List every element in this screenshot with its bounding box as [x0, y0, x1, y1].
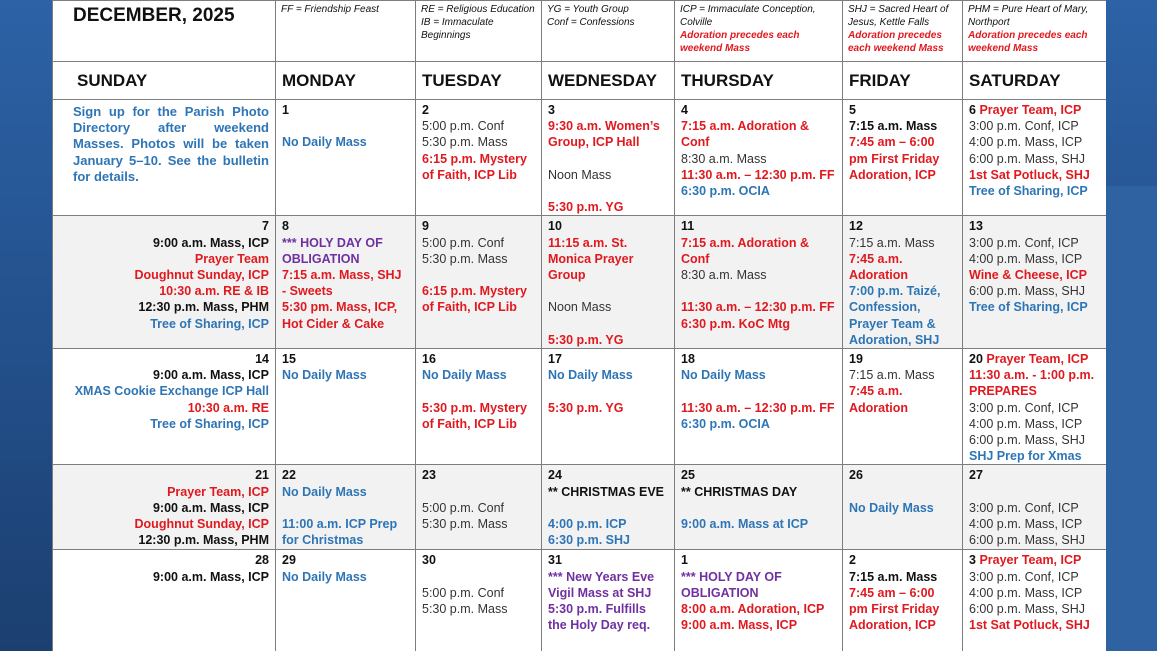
- event-line: 5:00 p.m. Conf: [422, 500, 504, 515]
- day-number-line: [681, 552, 836, 568]
- day-number: 3: [969, 553, 976, 568]
- event-line: 6:30 p.m. OCIA: [681, 416, 770, 431]
- event-line: 5:30 p.m. Mass: [422, 251, 508, 266]
- day-number: 5: [849, 103, 856, 117]
- day-number-line: [681, 102, 836, 118]
- event-line: 7:15 a.m. Adoration & Conf: [681, 235, 810, 266]
- event-line: Tree of Sharing, ICP: [969, 184, 1088, 199]
- day-number-line: [422, 467, 535, 483]
- legend-shj: [843, 1, 963, 62]
- legend-re-ib: [416, 1, 542, 62]
- event-line: 11:30 a.m. – 12:30 p.m. FF: [681, 400, 835, 415]
- day-number-line: [282, 467, 409, 483]
- event-line: 7:45 am – 6:00 pm First Friday Adoration, ICP: [849, 585, 940, 633]
- day-cell: [542, 465, 675, 550]
- legend-re-line-2: IB = Immaculate Beginnings: [421, 17, 494, 41]
- day-content: [416, 465, 541, 532]
- day-cell: [542, 349, 675, 465]
- day-content: [843, 465, 962, 516]
- day-content: [542, 100, 674, 215]
- spacer: [548, 500, 668, 516]
- header-thursday: THURSDAY: [675, 62, 843, 100]
- event-line: 7:15 a.m. Mass: [849, 569, 938, 584]
- day-cell: [53, 216, 276, 349]
- event-line: ** CHRISTMAS EVE: [548, 484, 664, 499]
- day-content: [276, 465, 415, 548]
- header-wednesday: WEDNESDAY: [542, 62, 675, 100]
- event-line: 5:30 p.m. Mass: [422, 602, 508, 617]
- day-number: 3: [548, 103, 555, 117]
- day-cell: [843, 216, 963, 349]
- event-line: 10:30 a.m. RE: [187, 400, 269, 415]
- day-number: 19: [849, 352, 863, 367]
- event-line: 5:30 p.m. Mass: [422, 135, 508, 150]
- event-line: *** HOLY DAY OF OBLIGATION: [681, 569, 782, 600]
- day-content: [542, 349, 674, 416]
- event-line: 5:30 p.m. YG: [548, 400, 624, 415]
- day-number-line: [282, 552, 409, 568]
- event-line: 7:15 a.m. Mass, SHJ - Sweets: [282, 268, 402, 299]
- day-number: 6: [969, 103, 976, 117]
- day-cell: [675, 550, 843, 651]
- calendar-table: [52, 0, 1106, 651]
- day-number-line: [59, 218, 269, 234]
- day-cell: [542, 216, 675, 349]
- legend-re-line-1: RE = Religious Education: [421, 4, 535, 15]
- day-number-line: [282, 218, 409, 234]
- day-content: [53, 550, 275, 584]
- day-content: [542, 216, 674, 348]
- day-number-line: [59, 552, 269, 568]
- day-number: 28: [255, 553, 269, 568]
- event-line: 5:00 p.m. Conf: [422, 119, 504, 134]
- day-content: [675, 100, 842, 199]
- day-number-line: [422, 218, 535, 234]
- day-number: 15: [282, 352, 296, 367]
- day-cell: [675, 100, 843, 216]
- legend-phm-line-1: PHM = Pure Heart of Mary, Northport: [968, 4, 1089, 28]
- day-number-line: [548, 467, 668, 483]
- event-line: *** HOLY DAY OF OBLIGATION: [282, 235, 383, 266]
- event-line: 3:00 p.m. Conf, ICP: [969, 119, 1079, 134]
- event-line: 11:30 a.m. – 12:30 p.m. FF: [681, 300, 835, 315]
- day-cell: [843, 100, 963, 216]
- header-saturday: SATURDAY: [963, 62, 1107, 100]
- day-cell: [276, 465, 416, 550]
- event-line: 1st Sat Potluck, SHJ: [969, 618, 1090, 633]
- legend-yg-line-1: YG = Youth Group: [547, 4, 629, 15]
- spacer: [422, 383, 535, 399]
- day-cell: [53, 465, 276, 550]
- event-line: 3:00 p.m. Conf, ICP: [969, 235, 1079, 250]
- day-number: 4: [681, 103, 688, 117]
- day-content: [843, 216, 962, 348]
- day-number: 24: [548, 468, 562, 483]
- event-line: 4:00 p.m. Mass, ICP: [969, 135, 1083, 150]
- day-number: 1: [681, 553, 688, 568]
- spacer: [422, 484, 535, 500]
- event-line: 4:00 p.m. ICP: [548, 517, 627, 532]
- event-line: 11:30 a.m. - 1:00 p.m. PREPARES: [969, 368, 1095, 399]
- day-content: [675, 550, 842, 633]
- event-line: 6:30 p.m. OCIA: [681, 184, 770, 199]
- spacer: [681, 383, 836, 399]
- day-number-line: [548, 351, 668, 367]
- week-row: [53, 216, 1107, 349]
- day-cell: [416, 465, 542, 550]
- day-cell: [963, 550, 1107, 651]
- day-number: 22: [282, 468, 296, 483]
- day-number-line: [548, 552, 668, 568]
- event-line: 5:00 p.m. Conf: [422, 585, 504, 600]
- weekday-header-row: [53, 62, 1107, 100]
- day-number: 25: [681, 468, 695, 483]
- photo-notice-cell: [53, 100, 276, 216]
- day-number-line: [422, 351, 535, 367]
- day-number: 1: [282, 103, 289, 117]
- day-content: [276, 349, 415, 383]
- event-line: 12:30 p.m. Mass, PHM: [138, 533, 269, 548]
- event-line: 5:30 p.m. YG: [548, 332, 624, 347]
- day-number-line: [282, 351, 409, 367]
- header-sunday: SUNDAY: [53, 62, 276, 100]
- event-line: 8:30 a.m. Mass: [681, 268, 767, 282]
- event-line: No Daily Mass: [282, 484, 367, 499]
- event-line: 7:15 a.m. Mass: [849, 368, 935, 383]
- day-content: [843, 100, 962, 183]
- event-line: 5:30 p.m. Fulfills the Holy Day req.: [548, 602, 651, 633]
- day-content: [675, 465, 842, 532]
- day-number-line: [969, 552, 1100, 568]
- day-number: 20: [969, 352, 983, 367]
- day-content: [542, 465, 674, 548]
- day-number-line: [548, 102, 668, 118]
- day-cell: [963, 465, 1107, 550]
- day-cell: [416, 216, 542, 349]
- spacer: [969, 484, 1100, 500]
- spacer: [422, 569, 535, 585]
- day-cell: [276, 349, 416, 465]
- event-line: 4:00 p.m. Mass, ICP: [969, 517, 1083, 532]
- event-line: 5:30 p.m. Mystery of Faith, ICP Lib: [422, 400, 527, 431]
- day-number: 8: [282, 219, 289, 234]
- day-cell: [843, 550, 963, 651]
- event-line: ** CHRISTMAS DAY: [681, 484, 798, 499]
- day-content: [675, 349, 842, 432]
- day-content: [53, 349, 275, 432]
- day-cell: [53, 550, 276, 651]
- week-row: [53, 465, 1107, 550]
- event-line: Wine & Cheese, ICP: [969, 268, 1087, 282]
- day-number: 30: [422, 553, 436, 568]
- day-content: [53, 465, 275, 548]
- event-line: 9:00 a.m. Mass, ICP: [152, 368, 269, 383]
- legend-icp: [675, 1, 843, 62]
- day-cell: [416, 349, 542, 465]
- day-number: 27: [969, 468, 983, 483]
- event-line: 7:45 am – 6:00 pm First Friday Adoration, ICP: [849, 135, 940, 182]
- legend-shj-note: Adoration precedes each weekend Mass: [848, 30, 944, 54]
- day-content: [542, 550, 674, 633]
- event-line: SHJ Prep for Xmas: [969, 449, 1082, 464]
- day-number-line: [681, 467, 836, 483]
- event-line: Prayer Team: [194, 251, 269, 266]
- day-number: 26: [849, 468, 863, 483]
- day-cell: [276, 100, 416, 216]
- event-line: 9:00 a.m. Mass, ICP: [152, 235, 269, 250]
- event-line: 12:30 p.m. Mass, PHM: [138, 300, 269, 315]
- event-line: 7:45 a.m. Adoration: [849, 384, 909, 415]
- day-content: [963, 100, 1106, 199]
- spacer: [681, 283, 836, 299]
- day-number-line: [59, 351, 269, 367]
- day-cell: [416, 550, 542, 651]
- event-line: 5:30 p.m. Mass: [422, 517, 508, 532]
- event-line: No Daily Mass: [849, 500, 934, 515]
- day-number-line: [849, 102, 956, 118]
- day-content: [963, 349, 1106, 464]
- event-line: 1st Sat Potluck, SHJ: [969, 167, 1090, 182]
- spacer: [422, 267, 535, 283]
- day-content: [53, 216, 275, 331]
- day-content: [843, 349, 962, 416]
- event-line: 6:00 p.m. Mass, SHJ: [969, 151, 1086, 166]
- event-line: 3:00 p.m. Conf, ICP: [969, 569, 1079, 584]
- page-title: DECEMBER, 2025: [53, 1, 276, 62]
- spacer: [548, 316, 668, 332]
- day-number-line: [849, 218, 956, 234]
- event-line: 10:30 a.m. RE & IB: [159, 284, 269, 299]
- event-line: No Daily Mass: [548, 368, 633, 383]
- week-row: [53, 349, 1107, 465]
- day-number-line: [969, 102, 1100, 118]
- day-number: 9: [422, 219, 429, 234]
- event-line: Doughnut Sunday, ICP: [134, 268, 269, 282]
- day-content: [843, 550, 962, 633]
- photo-directory-notice: Sign up for the Parish Photo Directory after weekend Masses. Photos will be taken January 5–10. See the bulletin for details.: [73, 104, 269, 184]
- day-content: [963, 216, 1106, 315]
- event-line: 6:30 p.m. KoC Mtg: [681, 316, 791, 331]
- background-strip: [1106, 186, 1157, 651]
- day-content: [276, 550, 415, 584]
- day-cell: [675, 349, 843, 465]
- day-number-line: [422, 102, 535, 118]
- legend-row: [53, 1, 1107, 62]
- event-line: 6:00 p.m. Mass, SHJ: [969, 602, 1086, 617]
- day-cell: [675, 216, 843, 349]
- day-number-line: [282, 102, 409, 118]
- legend-shj-line-1: SHJ = Sacred Heart of Jesus, Kettle Falls: [848, 4, 949, 28]
- day-number-line: [969, 467, 1100, 483]
- day-number: 13: [969, 219, 983, 234]
- day-number-line: [849, 552, 956, 568]
- event-line: 5:30 p.m. YG: [548, 200, 624, 215]
- spacer: [548, 151, 668, 167]
- day-cell: [53, 349, 276, 465]
- day-number: 2: [849, 553, 856, 568]
- day-cell: [276, 216, 416, 349]
- event-line: 7:15 a.m. Mass: [849, 119, 938, 134]
- event-line: Doughnut Sunday, ICP: [134, 517, 269, 532]
- day-cell: [963, 349, 1107, 465]
- day-number-line: [849, 467, 956, 483]
- day-content: [416, 550, 541, 617]
- event-line: 9:00 a.m. Mass, ICP: [152, 500, 269, 515]
- legend-yg-conf: [542, 1, 675, 62]
- event-line: *** New Years Eve Vigil Mass at SHJ: [548, 569, 655, 600]
- day-content: [416, 349, 541, 432]
- event-line: 9:30 a.m. Women’s Group, ICP Hall: [548, 119, 660, 150]
- calendar-page: [52, 0, 1106, 651]
- day-content: [416, 100, 541, 183]
- event-line: 6:30 p.m. SHJ: [548, 533, 630, 548]
- legend-yg-line-2: Conf = Confessions: [547, 17, 635, 28]
- week-row: [53, 550, 1107, 651]
- day-number: 11: [681, 219, 695, 234]
- day-number-line: [969, 218, 1100, 234]
- event-line: 6:00 p.m. Mass, SHJ: [969, 433, 1086, 448]
- event-line: 7:15 a.m. Adoration & Conf: [681, 119, 810, 150]
- spacer: [849, 484, 956, 500]
- day-number-line: [59, 467, 269, 483]
- event-line: 11:00 a.m. ICP Prep for Christmas: [282, 517, 398, 548]
- legend-phm: [963, 1, 1107, 62]
- event-line: 3:00 p.m. Conf, ICP: [969, 400, 1079, 415]
- day-content: [675, 216, 842, 331]
- event-line: 5:00 p.m. Conf: [422, 235, 504, 250]
- day-content: [963, 465, 1106, 548]
- spacer: [548, 383, 668, 399]
- event-line: No Daily Mass: [422, 368, 507, 383]
- day-cell: [843, 349, 963, 465]
- day-number: 14: [255, 352, 269, 367]
- day-content: [416, 216, 541, 315]
- day-number: 16: [422, 352, 436, 367]
- event-line: 6:00 p.m. Mass, SHJ: [969, 533, 1086, 548]
- event-line: Prayer Team, ICP: [167, 484, 269, 499]
- event-line: Tree of Sharing, ICP: [969, 300, 1088, 315]
- day-number: 7: [262, 219, 269, 234]
- day-number: 17: [548, 352, 562, 367]
- day-number-line: [849, 351, 956, 367]
- legend-icp-line-1: ICP = Immaculate Conception, Colville: [680, 4, 816, 28]
- event-line: 7:00 p.m. Taizé, Confession, Prayer Team & Adoration, SHJ: [849, 284, 941, 347]
- event-line: 5:30 pm. Mass, ICP, Hot Cider & Cake: [282, 300, 398, 331]
- day-cell: [416, 100, 542, 216]
- event-line: No Daily Mass: [282, 569, 367, 584]
- event-line: 3:00 p.m. Conf, ICP: [969, 500, 1079, 515]
- event-line: 8:00 a.m. Adoration, ICP: [681, 602, 825, 617]
- event-line: 7:15 a.m. Mass: [849, 235, 935, 250]
- event-line: 4:00 p.m. Mass, ICP: [969, 416, 1083, 431]
- day-content: [276, 216, 415, 331]
- day-number: 2: [422, 103, 429, 117]
- day-content: [963, 550, 1106, 633]
- event-line: 7:45 a.m. Adoration: [849, 251, 909, 282]
- event-line: Tree of Sharing, ICP: [150, 416, 269, 431]
- event-line: Tree of Sharing, ICP: [150, 316, 269, 331]
- day-number-line: [681, 218, 836, 234]
- spacer: [548, 183, 668, 199]
- day-number-line: [681, 351, 836, 367]
- day-cell: [963, 100, 1107, 216]
- header-tuesday: TUESDAY: [416, 62, 542, 100]
- day-number: 10: [548, 219, 562, 234]
- event-line: XMAS Cookie Exchange ICP Hall: [74, 384, 269, 399]
- day-number-line: [548, 218, 668, 234]
- event-line: 11:30 a.m. – 12:30 p.m. FF: [681, 167, 835, 182]
- day-number: 29: [282, 553, 296, 568]
- day-cell: [963, 216, 1107, 349]
- event-line: No Daily Mass: [681, 368, 766, 383]
- event-line: No Daily Mass: [282, 368, 367, 383]
- event-line: 8:30 a.m. Mass: [681, 151, 767, 166]
- header-friday: FRIDAY: [843, 62, 963, 100]
- event-line: Noon Mass: [548, 300, 612, 315]
- day-number: 21: [255, 468, 269, 483]
- event-line: 6:00 p.m. Mass, SHJ: [969, 284, 1086, 299]
- event-line: 4:00 p.m. Mass, ICP: [969, 585, 1083, 600]
- day-event: Prayer Team, ICP: [979, 553, 1082, 568]
- day-number: 23: [422, 468, 436, 483]
- legend-phm-note: Adoration precedes each weekend Mass: [968, 30, 1088, 54]
- event-line: 9:00 a.m. Mass, ICP: [681, 618, 798, 633]
- day-event: Prayer Team, ICP: [979, 103, 1082, 117]
- day-event: Prayer Team, ICP: [986, 352, 1089, 367]
- event-line: 4:00 p.m. Mass, ICP: [969, 251, 1083, 266]
- day-cell: [276, 550, 416, 651]
- event-line: 11:15 a.m. St. Monica Prayer Group: [548, 235, 634, 282]
- week-row: [53, 100, 1107, 216]
- legend-icp-note: Adoration precedes each weekend Mass: [680, 30, 800, 54]
- spacer: [548, 283, 668, 299]
- legend-ff-line-1: FF = Friendship Feast: [281, 4, 379, 15]
- event-line: 9:00 a.m. Mass at ICP: [681, 517, 809, 532]
- spacer: [681, 500, 836, 516]
- spacer: [282, 118, 409, 134]
- day-number: 18: [681, 352, 695, 367]
- legend-ff: [276, 1, 416, 62]
- header-monday: MONDAY: [276, 62, 416, 100]
- event-line: 6:15 p.m. Mystery of Faith, ICP Lib: [422, 151, 527, 182]
- day-number-line: [969, 351, 1100, 367]
- event-line: No Daily Mass: [282, 135, 367, 150]
- event-line: 9:00 a.m. Mass, ICP: [152, 569, 269, 584]
- day-content: [276, 100, 415, 151]
- day-number: 31: [548, 553, 562, 568]
- day-number-line: [422, 552, 535, 568]
- spacer: [282, 500, 409, 516]
- day-number: 12: [849, 219, 863, 234]
- event-line: Noon Mass: [548, 167, 612, 182]
- day-cell: [675, 465, 843, 550]
- event-line: 6:15 p.m. Mystery of Faith, ICP Lib: [422, 284, 527, 315]
- day-cell: [542, 100, 675, 216]
- day-cell: [843, 465, 963, 550]
- day-cell: [542, 550, 675, 651]
